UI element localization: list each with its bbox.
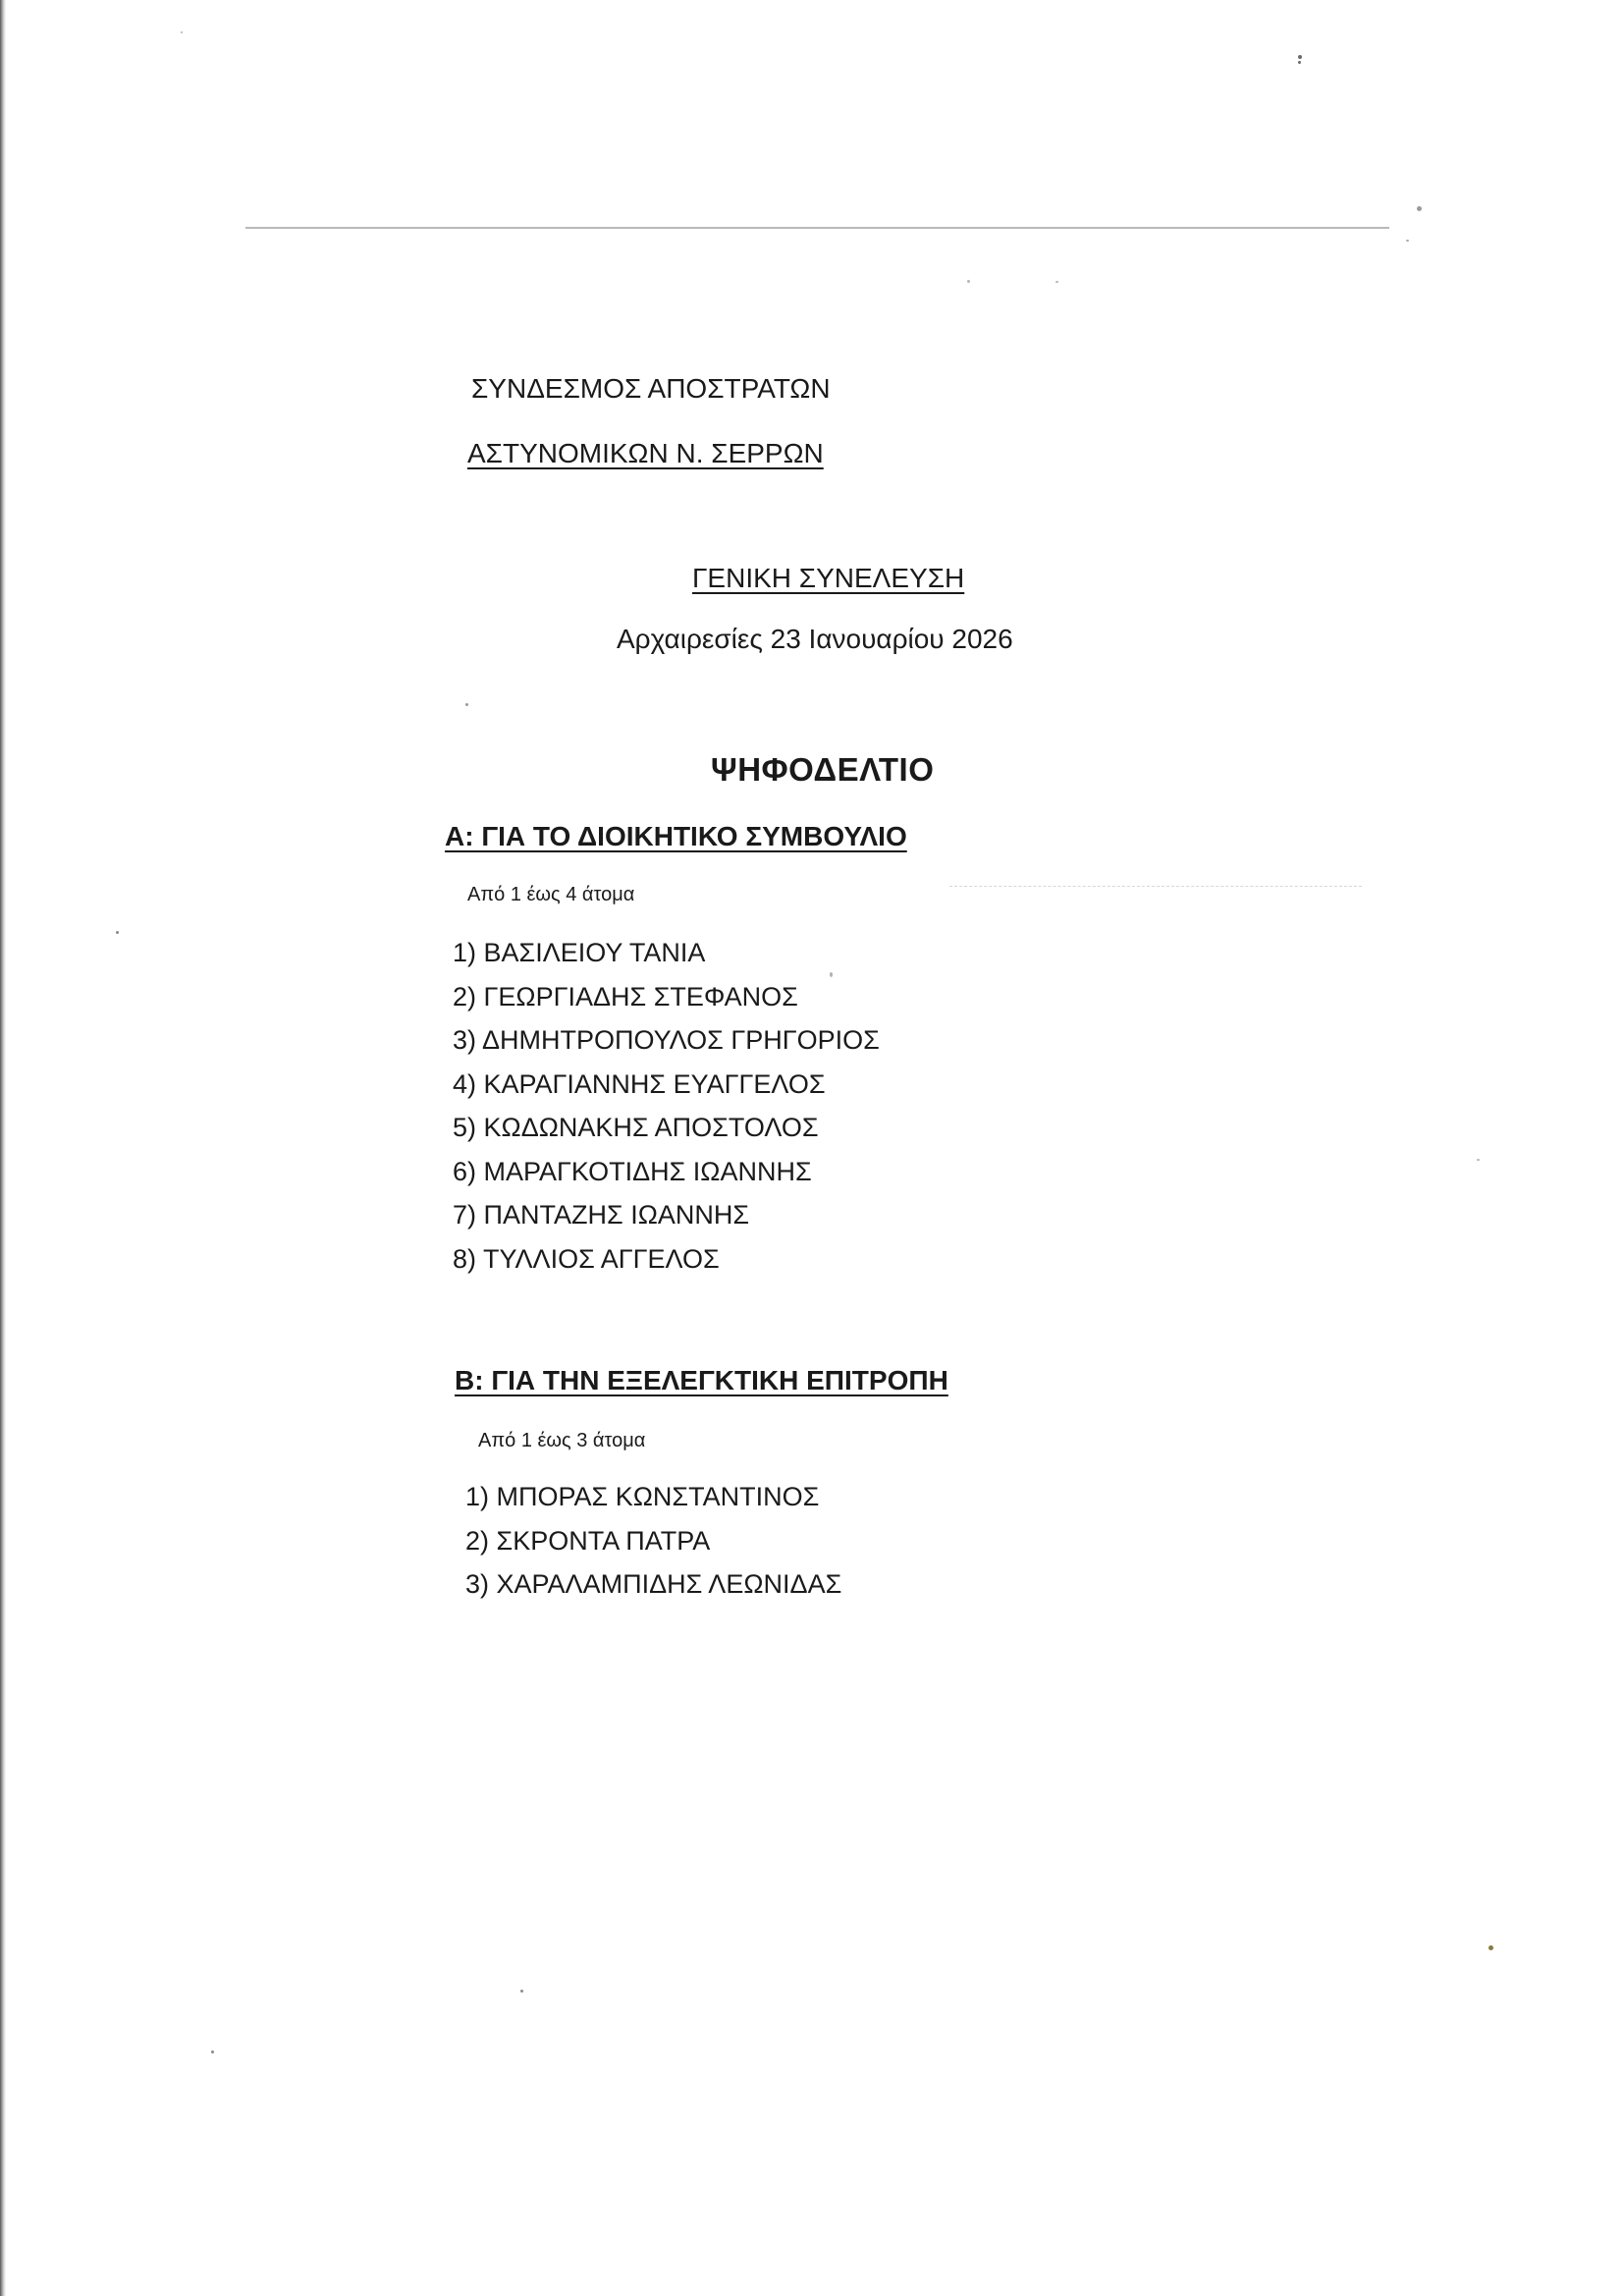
scan-speck: [1055, 281, 1058, 283]
organization-name-line2: ΑΣΤΥΝΟΜΙΚΩΝ Ν. ΣΕΡΡΩΝ: [467, 438, 824, 468]
organization-name-line1: ΣΥΝΔΕΣΜΟΣ ΑΠΟΣΤΡΑΤΩΝ: [471, 373, 831, 404]
scan-speck: [116, 931, 119, 934]
candidate-item: 3) ΧΑΡΑΛΑΜΠΙΔΗΣ ΛΕΩΝΙΔΑΣ: [465, 1569, 842, 1599]
section-a-note: Από 1 έως 4 άτομα: [467, 884, 635, 905]
candidate-item: 6) ΜΑΡΑΓΚΟΤΙΔΗΣ ΙΩΑΝΝΗΣ: [453, 1156, 812, 1186]
candidate-item: 7) ΠΑΝΤΑΖΗΣ ΙΩΑΝΝΗΣ: [453, 1200, 750, 1230]
candidate-item: 8) ΤΥΛΛΙΟΣ ΑΓΓΕΛΟΣ: [453, 1243, 720, 1274]
ballot-title: ΨΗΦΟΔΕΛΤΙΟ: [711, 751, 935, 788]
section-a-candidate-list: [453, 931, 880, 1281]
scan-speck: [1417, 206, 1422, 211]
assembly-heading: ΓΕΝΙΚΗ ΣΥΝΕΛΕΥΣΗ: [692, 563, 965, 593]
scan-speck: [1477, 1159, 1480, 1161]
faint-dash: [949, 886, 1362, 887]
scan-speck: [1406, 240, 1409, 242]
section-b-note: Από 1 έως 3 άτομα: [478, 1430, 646, 1451]
section-b-title: Β: ΓΙΑ ΤΗΝ ΕΞΕΛΕΓΚΤΙΚΗ ΕΠΙΤΡΟΠΗ: [455, 1365, 948, 1395]
section-b-candidate-list: [465, 1475, 841, 1607]
scan-speck: [967, 280, 970, 283]
scan-speck: [465, 703, 468, 706]
scan-speck: [1298, 61, 1301, 64]
top-rule: [245, 227, 1389, 229]
candidate-item: 3) ΔΗΜΗΤΡΟΠΟΥΛΟΣ ΓΡΗΓΟΡΙΟΣ: [453, 1025, 880, 1055]
scan-edge-shadow: [0, 0, 6, 2296]
scan-speck: [181, 31, 183, 33]
candidate-item: 1) ΜΠΟΡΑΣ ΚΩΝΣΤΑΝΤΙΝΟΣ: [465, 1482, 820, 1511]
scan-speck: [1298, 55, 1302, 59]
scan-speck: [520, 1990, 523, 1993]
scan-speck: [211, 2050, 214, 2053]
candidate-item: 2) ΣΚΡΟΝΤΑ ΠΑΤΡΑ: [465, 1525, 711, 1556]
candidate-item: 5) ΚΩΔΩΝΑΚΗΣ ΑΠΟΣΤΟΛΟΣ: [453, 1113, 819, 1142]
candidate-item: 4) ΚΑΡΑΓΙΑΝΝΗΣ ΕΥΑΓΓΕΛΟΣ: [453, 1068, 826, 1099]
election-date: Αρχαιρεσίες 23 Ιανουαρίου 2026: [617, 624, 1013, 654]
scan-speck: [1488, 1945, 1493, 1950]
section-a-title: Α: ΓΙΑ ΤΟ ΔΙΟΙΚΗΤΙΚΟ ΣΥΜΒΟΥΛΙΟ: [445, 821, 907, 851]
candidate-item: 1) ΒΑΣΙΛΕΙΟΥ ΤΑΝΙΑ: [453, 938, 706, 967]
candidate-item: 2) ΓΕΩΡΓΙΑΔΗΣ ΣΤΕΦΑΝΟΣ: [453, 981, 798, 1011]
